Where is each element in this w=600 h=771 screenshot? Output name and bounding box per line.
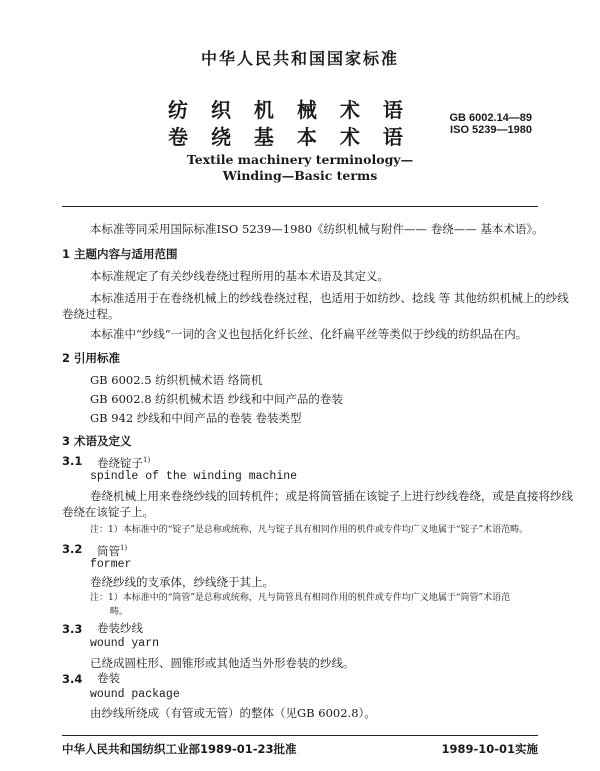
term-3-2-english: former	[90, 558, 132, 571]
term-3-4-english: wound package	[90, 688, 180, 701]
term-3-4-number: 3.4	[62, 672, 83, 686]
reference-item: GB 6002.5 纺织机械术语 络筒机	[90, 373, 263, 387]
title-cn-line1: 纺 织 机 械 术 语	[168, 98, 411, 122]
term-3-2-note-line1: 注：1）本标准中的“筒管”是总称或统称，凡与筒管具有相同作用的机件或专件均广义地属于“筒管”术语范	[90, 593, 511, 603]
approval-date: 中华人民共和国纺织工业部1989-01-23批准	[62, 742, 297, 756]
term-3-2-note-line2: 畴。	[110, 607, 129, 617]
term-3-1-note: 注：1）本标准中的“锭子”是总称或统称，凡与锭子具有相同作用的机件或专件均广义地属于“锭子”术语范畴。	[90, 525, 529, 535]
footer-rule	[62, 735, 538, 736]
intro-paragraph: 本标准等同采用国际标准ISO 5239—1980《纺织机械与附件—— 卷绕—— 基本术语》。	[90, 222, 544, 236]
effective-date: 1989-10-01实施	[441, 742, 538, 756]
country-standard-heading: 中华人民共和国国家标准	[200, 49, 399, 68]
term-3-4-title: 卷装	[97, 671, 120, 685]
term-3-1-english: spindle of the winding machine	[90, 470, 298, 483]
term-3-1-number: 3.1	[62, 454, 83, 468]
title-en-line2: Winding—Basic terms	[222, 168, 378, 183]
term-3-4-definition: 由纱线所绕成（有管或无管）的整体（见GB 6002.8）。	[90, 706, 376, 720]
term-3-1-definition-line1: 卷绕机械上用来卷绕纱线的回转机件；或是将筒管插在该锭子上进行纱线卷绕，或是直接将纱线	[90, 489, 573, 503]
term-3-3-definition: 已绕成圆柱形、圆锥形或其他适当外形卷装的纱线。	[90, 656, 355, 670]
term-3-2-definition: 卷绕纱线的支承体，纱线绕于其上。	[90, 575, 274, 589]
section-1-paragraph-2-line2: 卷绕过程。	[62, 307, 120, 321]
section-3-heading: 3 术语及定义	[62, 434, 132, 448]
term-3-3-title: 卷装纱线	[97, 621, 143, 635]
term-3-2-title: 筒管$^{1)}$	[97, 543, 128, 558]
header-rule	[62, 206, 538, 207]
term-3-3-number: 3.3	[62, 622, 83, 636]
term-3-2-number: 3.2	[62, 542, 83, 556]
term-3-3-english: wound yarn	[90, 637, 160, 650]
reference-item: GB 6002.8 纺织机械术语 纱线和中间产品的卷装	[90, 392, 343, 406]
section-2-heading: 2 引用标准	[62, 351, 121, 365]
title-en-line1: Textile machinery terminology—	[186, 152, 414, 167]
standard-number-iso: ISO 5239—1980	[450, 124, 532, 136]
section-1-paragraph-1: 本标准规定了有关纱线卷绕过程所用的基本术语及其定义。	[90, 269, 389, 283]
term-3-1-title: 卷绕锭子$^{1)}$	[97, 455, 151, 470]
section-1-heading: 1 主题内容与适用范围	[62, 247, 178, 261]
title-cn-line2: 卷 绕 基 本 术 语	[168, 125, 411, 149]
section-1-paragraph-2-line1: 本标准适用于在卷绕机械上的纱线卷绕过程，也适用于如纺纱、捻线 等 其他纺织机械上的纱线	[90, 291, 569, 305]
term-3-1-definition-line2: 卷绕在该锭子上。	[62, 505, 154, 519]
reference-item: GB 942 纱线和中间产品的卷装 卷装类型	[90, 411, 302, 425]
standard-number-gb: GB 6002.14—89	[449, 112, 532, 124]
section-1-paragraph-3: 本标准中“纱线”一词的含义也包括化纤长丝、化纤扁平丝等类似于纱线的纺织品在内。	[90, 327, 528, 341]
